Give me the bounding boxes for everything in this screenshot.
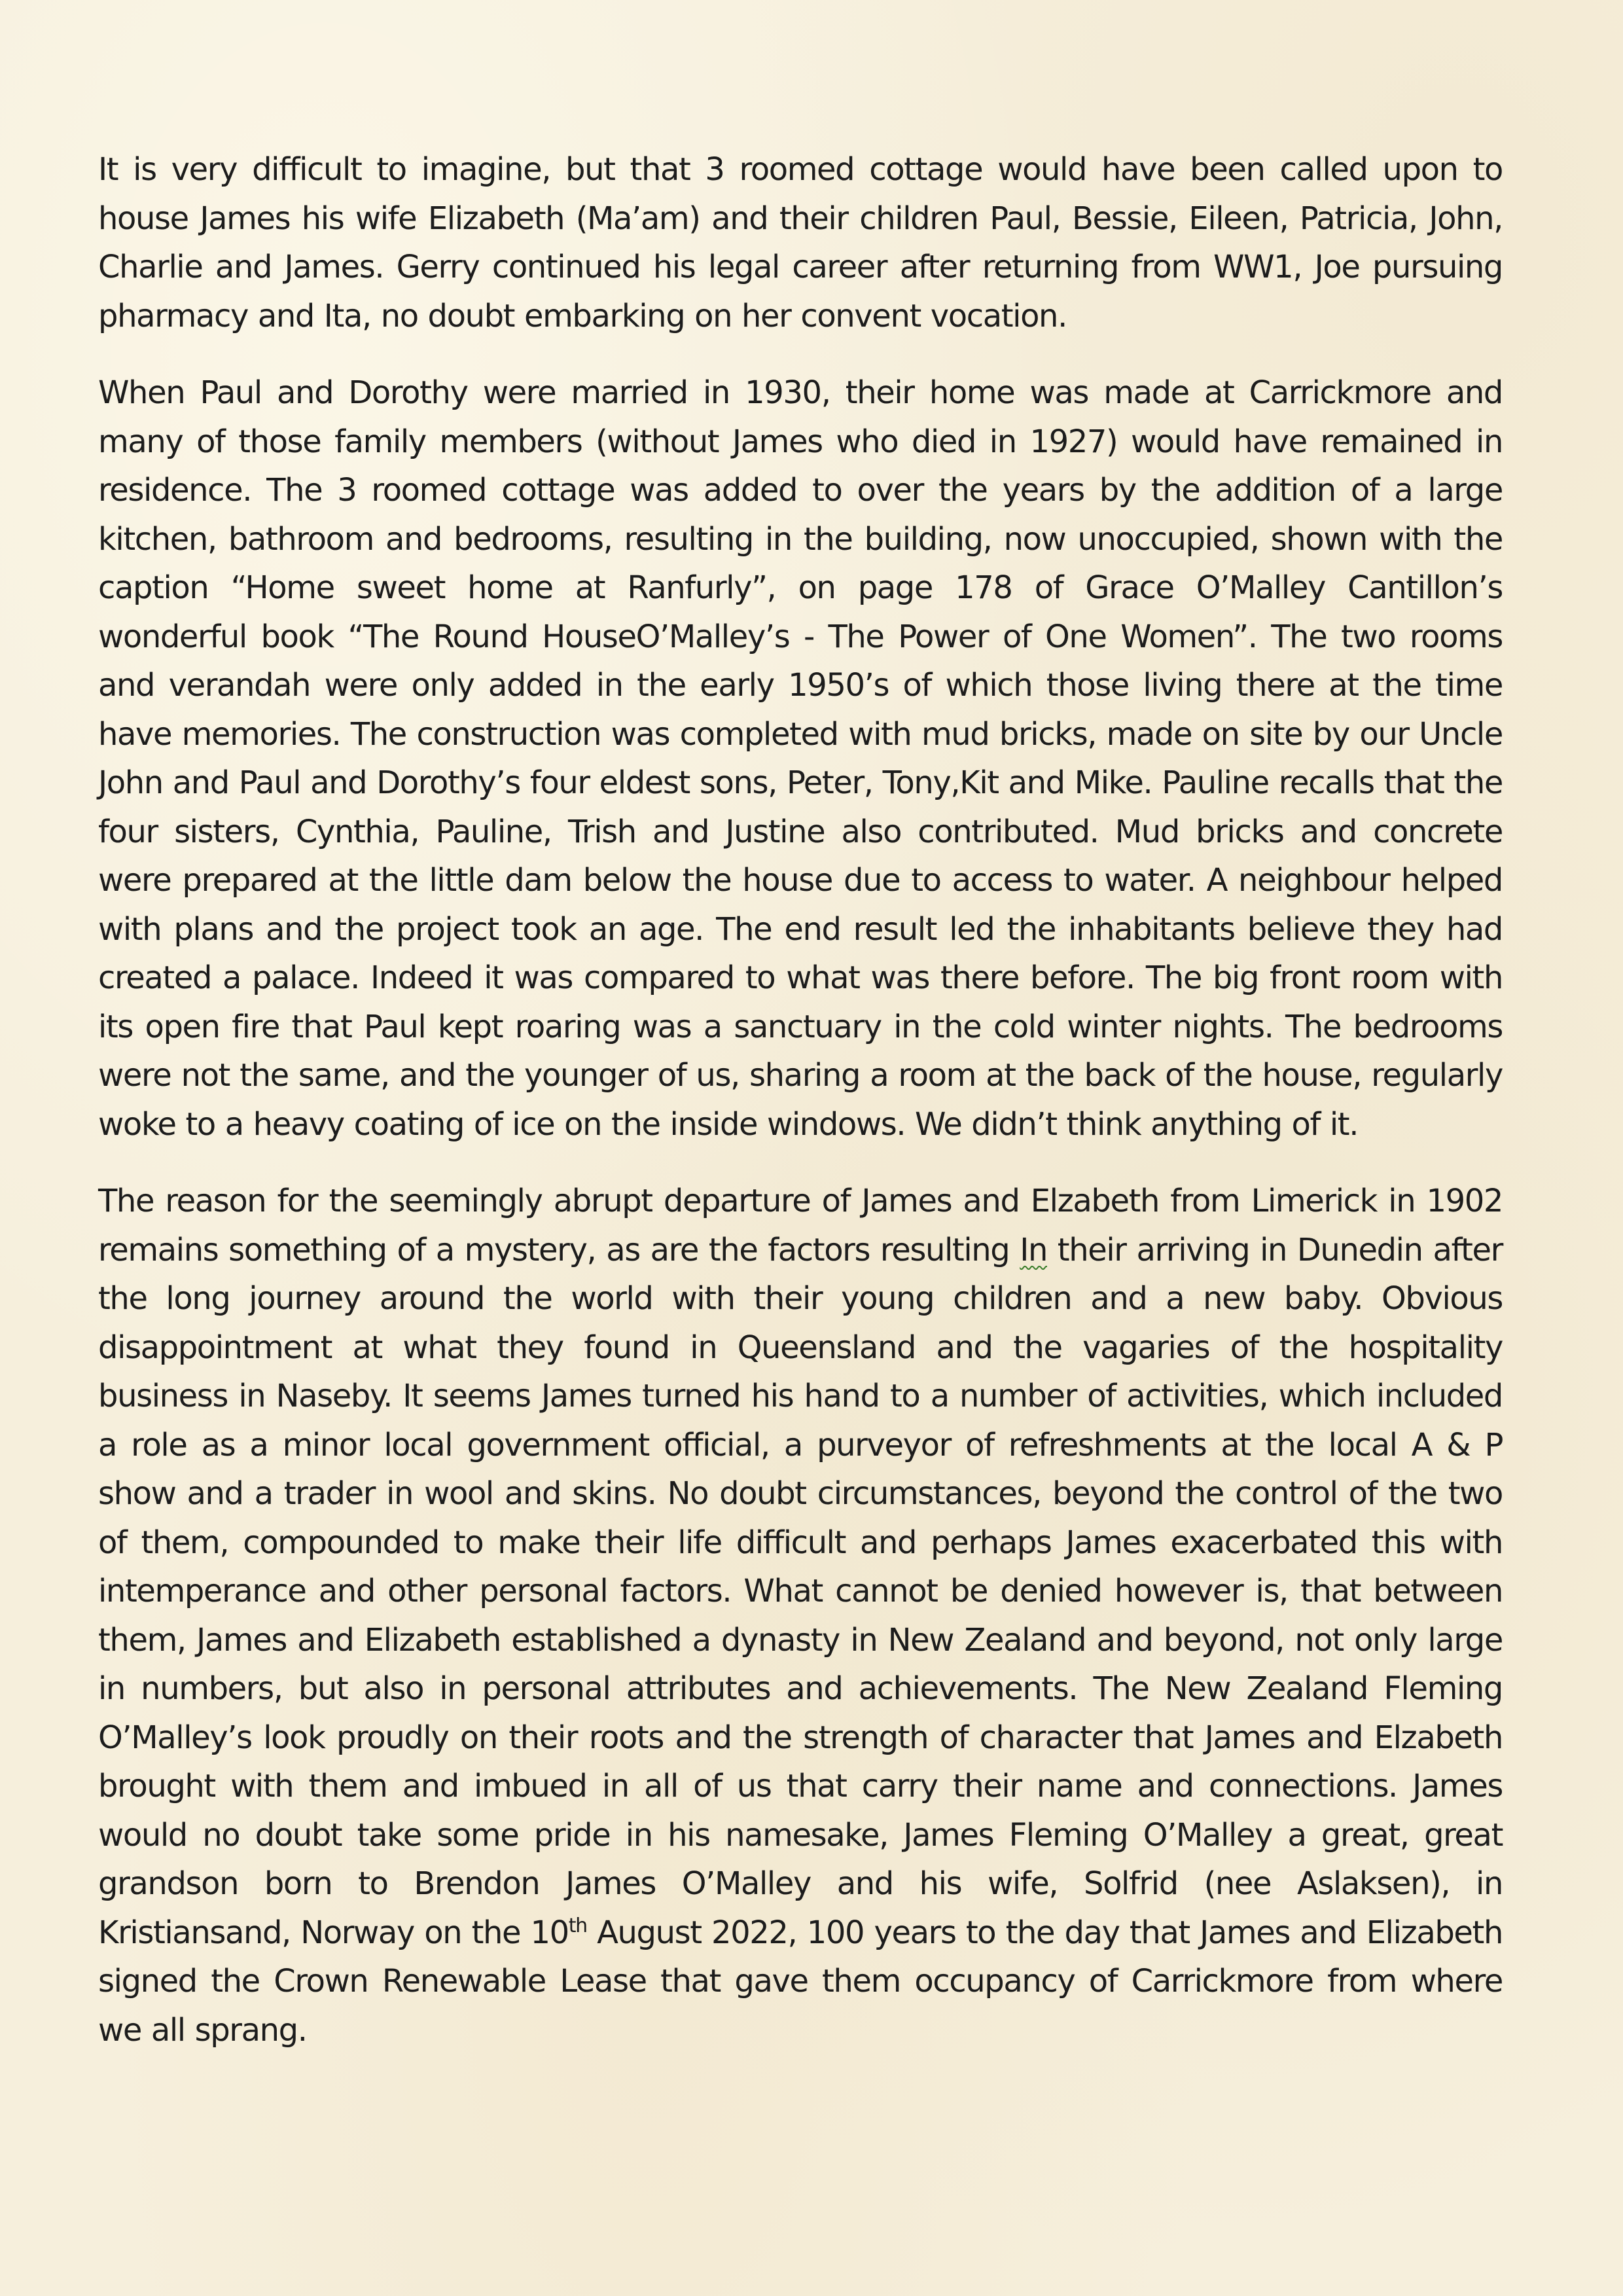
paragraph-carrickmore-home: When Paul and Dorothy were married in 1930, their home was made at Carrickmore and many of those family members (without James who died in 1927) would have remained in residence. The 3 roomed cottage was added to over the years by the addition of a large kitchen, bathroom and bedrooms, resulting in the building, now unoccupied, shown with the caption “Home sweet home at Ranfurly”, on page 178 of Grace O’Malley Cantillon’s wonderful book “The Round HouseO’Malley’s - The Power of One Women”. The two rooms and verandah were only added in the early 1950’s of which those living there at the time have memories. The construction was completed with mud bricks, made on site by our Uncle John and Paul and Dorothy’s four eldest sons, Peter, Tony,Kit and Mike. Pauline recalls that the four sisters, Cynthia, Pauline, Trish and Justine also contributed. Mud bricks and concrete were prepared at the little dam below the house due to access to water. A neighbour helped with plans and the project took an age. The end result led the inhabitants believe they had created a palace. Indeed it was compared to what was there before. The big front room with its open fire that Paul kept roaring was a sanctuary in the cold winter nights. The bedrooms were not the same, and the younger of us, sharing a room at the back of the house, regularly woke to a heavy coating of ice on the inside windows. We didn’t think anything of it. xyxy=(98,374,1503,1143)
paragraph-text-start: The reason for the seemingly abrupt departure of James and Elzabeth from Limerick in 1902 remains something of a mystery, as are the factors resulting xyxy=(98,1183,1503,1268)
paragraph-departure-mystery xyxy=(98,1177,1503,2054)
ordinal-superscript: th xyxy=(568,1914,587,1937)
paragraph-text-end: August 2022, 100 years to the day that James and Elizabeth signed the Crown Renewable Lease that gave them occupancy of Carrickmore from where we all sprang. xyxy=(98,1914,1503,2049)
paragraph-cottage: It is very difficult to imagine, but that 3 roomed cottage would have been called upon to house James his wife Elizabeth (Ma’am) and their children Paul, Bessie, Eileen, Patricia, John, Charlie and James. Gerry continued his legal career after returning from WW1, Joe pursuing pharmacy and Ita, no doubt embarking on her convent vocation. xyxy=(98,151,1503,334)
spellcheck-flagged-word: In xyxy=(1020,1231,1047,1268)
document-page xyxy=(98,145,1503,2083)
paragraph-text-middle: their arriving in Dunedin after the long journey around the world with their young children and a new baby. Obvious disappointment at what they found in Queensland and the vagaries of the hospitality business in Naseby. It seems James turned his hand to a number of activities, which included a role as a minor local government official, a purveyor of refreshments at the local A & P show and a trader in wool and skins. No doubt circumstances, beyond the control of the two of them, compounded to make their life difficult and perhaps James exacerbated this with intemperance and other personal factors. What cannot be denied however is, that between them, James and Elizabeth established a dynasty in New Zealand and beyond, not only large in numbers, but also in personal attributes and achievements. The New Zealand Fleming O’Malley’s look proudly on their roots and the strength of character that James and Elzabeth brought with them and imbued in all of us that carry their name and connections. James would no doubt take some pride in his namesake, James Fleming O’Malley a great, great grandson born to Brendon James O’Malley and his wife, Solfrid (nee Aslaksen), in Kristiansand, Norway on the 10 xyxy=(98,1231,1503,1951)
